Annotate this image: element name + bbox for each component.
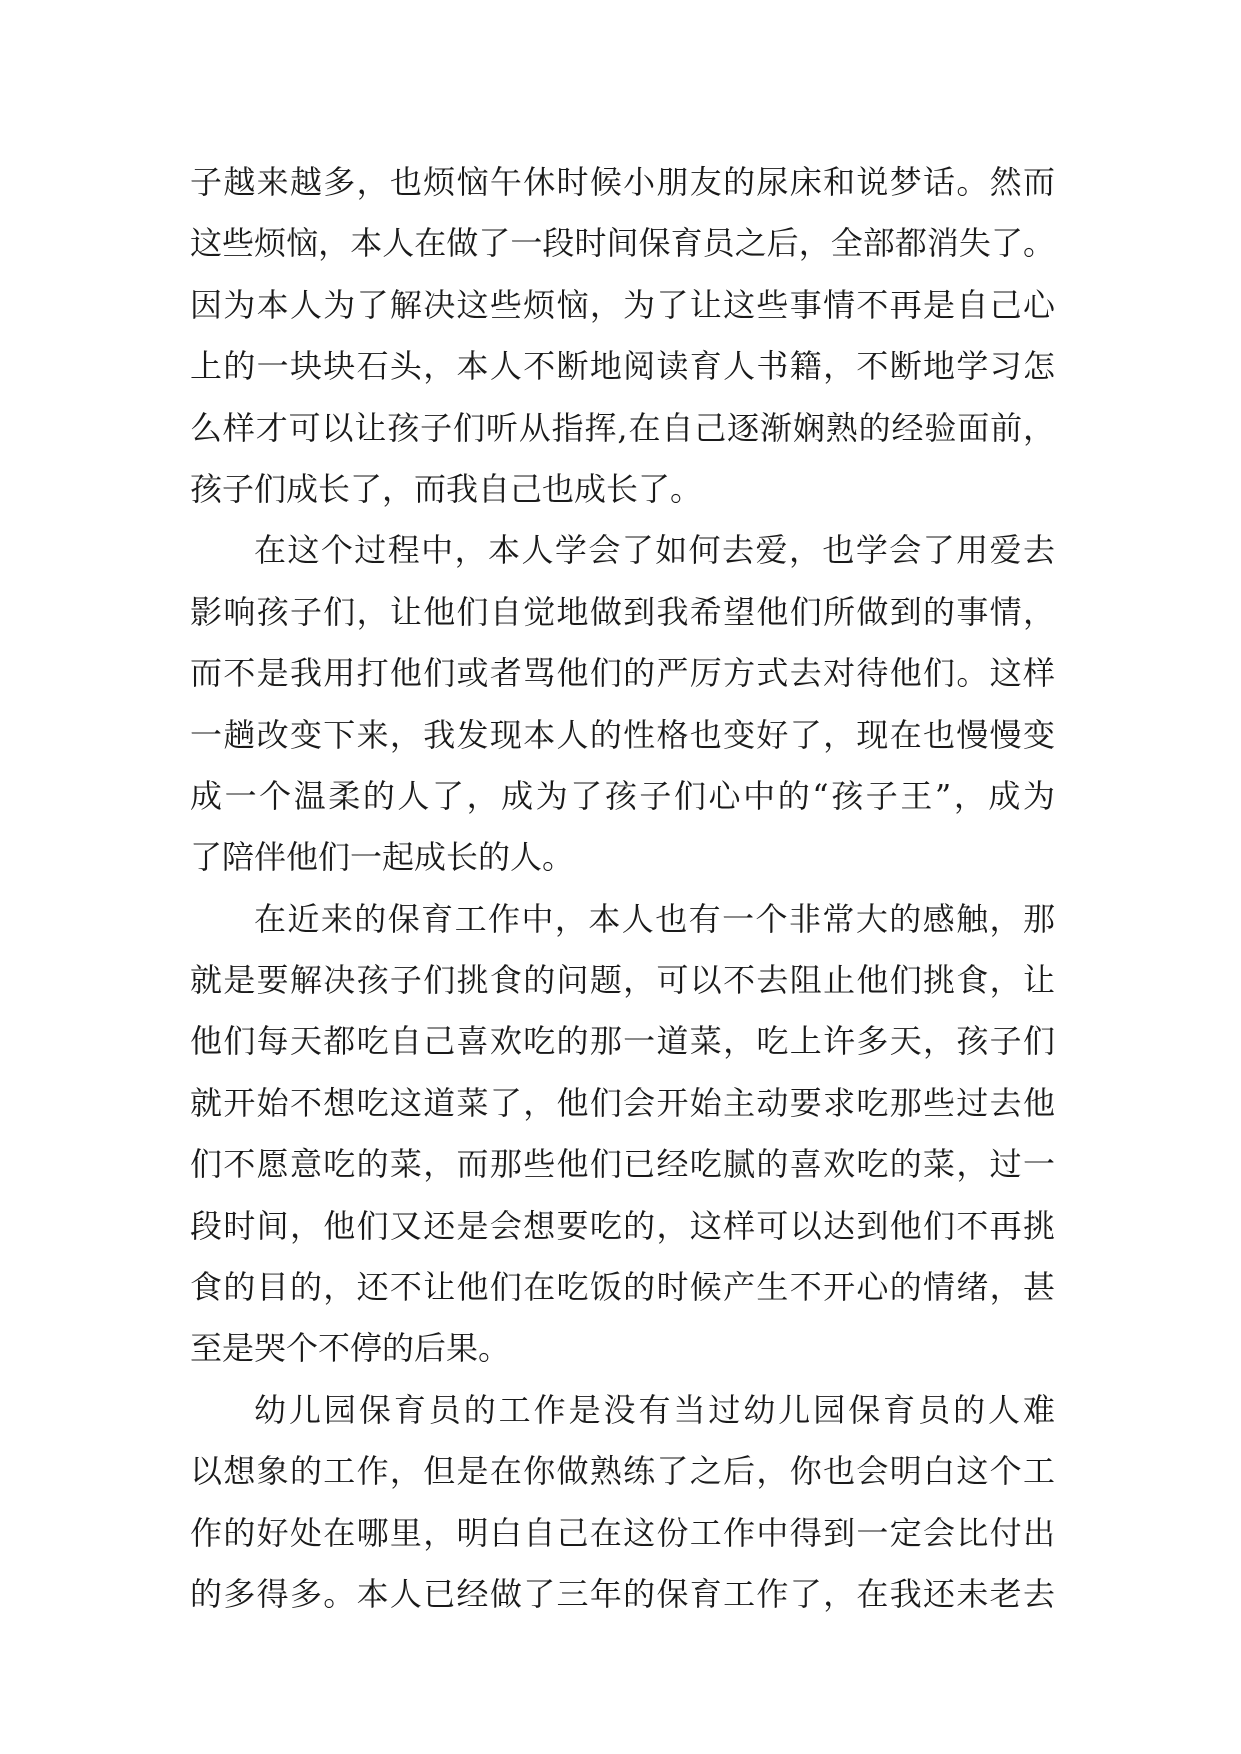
text-line: 这些烦恼，本人在做了一段时间保育员之后，全部都消失了。	[190, 224, 1055, 263]
text-line: 以想象的工作，但是在你做熟练了之后，你也会明白这个工	[190, 1452, 1055, 1491]
text-line: 而不是我用打他们或者骂他们的严厉方式去对待他们。这样	[190, 654, 1055, 693]
text-line: 因为本人为了解决这些烦恼，为了让这些事情不再是自己心	[190, 285, 1055, 324]
text-line: 了陪伴他们一起成长的人。	[190, 838, 575, 877]
text-line: 上的一块块石头，本人不断地阅读育人书籍，不断地学习怎	[190, 347, 1055, 386]
text-line: 们不愿意吃的菜，而那些他们已经吃腻的喜欢吃的菜，过一	[190, 1145, 1055, 1184]
text-line: 成一个温柔的人了，成为了孩子们心中的“孩子王”，成为	[190, 776, 1055, 815]
text-line: 幼儿园保育员的工作是没有当过幼儿园保育员的人难	[254, 1390, 1055, 1429]
text-line: 影响孩子们，让他们自觉地做到我希望他们所做到的事情，	[190, 592, 1055, 631]
text-line: 的多得多。本人已经做了三年的保育工作了，在我还未老去	[190, 1574, 1055, 1613]
text-line: 在近来的保育工作中，本人也有一个非常大的感触，那	[254, 899, 1055, 938]
text-line: 孩子们成长了，而我自己也成长了。	[190, 469, 703, 508]
text-line: 在这个过程中，本人学会了如何去爱，也学会了用爱去	[254, 531, 1055, 570]
text-line: 他们每天都吃自己喜欢吃的那一道菜，吃上许多天，孩子们	[190, 1022, 1055, 1061]
text-line: 就是要解决孩子们挑食的问题，可以不去阻止他们挑食，让	[190, 961, 1055, 1000]
text-line: 一趟改变下来，我发现本人的性格也变好了，现在也慢慢变	[190, 715, 1055, 754]
text-line: 就开始不想吃这道菜了，他们会开始主动要求吃那些过去他	[190, 1083, 1055, 1122]
text-line: 段时间，他们又还是会想要吃的，这样可以达到他们不再挑	[190, 1206, 1055, 1245]
document-body	[190, 152, 1055, 1625]
text-line: 食的目的，还不让他们在吃饭的时候产生不开心的情绪，甚	[190, 1268, 1055, 1307]
text-line: 子越来越多，也烦恼午休时候小朋友的尿床和说梦话。然而	[190, 163, 1055, 201]
text-line: 么样才可以让孩子们听从指挥,在自己逐渐娴熟的经验面前，	[190, 408, 1055, 447]
text-line: 作的好处在哪里，明白自己在这份工作中得到一定会比付出	[190, 1513, 1055, 1552]
text-line: 至是哭个不停的后果。	[190, 1329, 511, 1368]
